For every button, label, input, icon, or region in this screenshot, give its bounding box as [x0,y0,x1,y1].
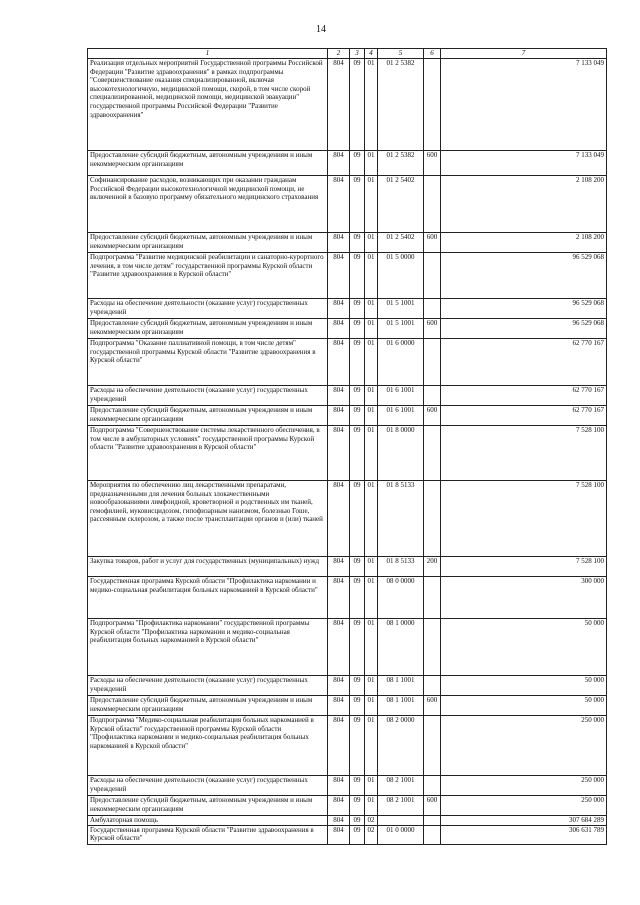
row-name: Предоставление субсидий бюджетным, автономным учреждениям и иным некоммерческим организациям [88,233,328,253]
row-subsection: 01 [365,557,378,577]
row-grbs: 804 [328,176,350,233]
row-grbs: 804 [328,796,350,816]
row-target-code: 08 1 1001 [378,676,424,696]
row-amount: 2 108 200 [441,176,607,233]
row-amount: 62 770 167 [441,406,607,426]
row-subsection: 01 [365,676,378,696]
row-expense-type [424,825,441,844]
header-cell: 5 [378,49,424,59]
row-subsection: 01 [365,696,378,716]
row-amount: 250 000 [441,796,607,816]
row-grbs: 804 [328,151,350,176]
row-grbs: 804 [328,253,350,299]
row-name: Предоставление субсидий бюджетным, автономным учреждениям и иным некоммерческим организациям [88,796,328,816]
page-number: 14 [316,24,326,35]
row-target-code: 08 1 0000 [378,619,424,676]
row-section: 09 [350,796,365,816]
row-grbs: 804 [328,716,350,776]
row-section: 09 [350,299,365,319]
row-amount: 50 000 [441,619,607,676]
row-grbs: 804 [328,825,350,844]
row-name: Расходы на обеспечение деятельности (оказание услуг) государственных учреждений [88,299,328,319]
row-subsection: 01 [365,299,378,319]
row-target-code: 08 0 0000 [378,577,424,619]
row-section: 09 [350,59,365,151]
row-name: Софинансирование расходов, возникающих при оказании гражданам Российской Федерации высокотехнологичной медицинской помощи, не включенной в базовую программу обязательного медицинского страхования [88,176,328,233]
row-name: Предоставление субсидий бюджетным, автономным учреждениям и иным некоммерческим организациям [88,319,328,339]
row-grbs: 804 [328,481,350,557]
row-amount: 250 000 [441,716,607,776]
table-row [88,716,607,776]
row-expense-type [424,426,441,481]
row-section: 09 [350,233,365,253]
row-section: 09 [350,151,365,176]
row-subsection: 01 [365,406,378,426]
row-expense-type: 200 [424,557,441,577]
row-section: 09 [350,816,365,826]
row-target-code: 01 2 5402 [378,176,424,233]
row-expense-type [424,716,441,776]
row-target-code: 01 6 0000 [378,339,424,386]
row-section: 09 [350,676,365,696]
table-row [88,825,607,844]
row-expense-type [424,776,441,796]
table-row [88,151,607,176]
row-subsection: 01 [365,481,378,557]
row-section: 09 [350,386,365,406]
row-amount: 306 631 789 [441,825,607,844]
table-row [88,481,607,557]
table-row [88,386,607,406]
table-row [88,406,607,426]
table-row [88,577,607,619]
row-grbs: 804 [328,319,350,339]
row-section: 09 [350,577,365,619]
row-expense-type [424,676,441,696]
row-section: 09 [350,176,365,233]
row-subsection: 01 [365,716,378,776]
row-target-code: 08 2 0000 [378,716,424,776]
row-name: Государственная программа Курской области "Профилактика наркомании и медико-социальная реабилитация больных наркоманией в Курской области" [88,577,328,619]
table-row [88,59,607,151]
table-row [88,619,607,676]
row-amount: 2 108 200 [441,233,607,253]
row-target-code: 01 5 0000 [378,253,424,299]
row-amount: 50 000 [441,676,607,696]
header-cell: 2 [328,49,350,59]
row-subsection: 02 [365,816,378,826]
table-row [88,176,607,233]
row-name: Подпрограмма "Медико-социальная реабилитация больных наркоманией в Курской области" государственной программы Курской области "Профилактика наркомании и медико-социальная реабилитация больных наркоманией в Курской области" [88,716,328,776]
row-amount: 96 529 068 [441,319,607,339]
row-target-code [378,816,424,826]
row-section: 09 [350,339,365,386]
row-section: 09 [350,557,365,577]
row-section: 09 [350,825,365,844]
header-cell: 7 [441,49,607,59]
row-name: Расходы на обеспечение деятельности (оказание услуг) государственных учреждений [88,386,328,406]
row-expense-type [424,619,441,676]
row-grbs: 804 [328,426,350,481]
row-section: 09 [350,776,365,796]
row-grbs: 804 [328,299,350,319]
row-subsection: 01 [365,176,378,233]
row-target-code: 01 5 1001 [378,319,424,339]
row-subsection: 01 [365,619,378,676]
table-body [88,59,607,845]
row-grbs: 804 [328,696,350,716]
table-row [88,557,607,577]
table-row [88,776,607,796]
table-row [88,319,607,339]
table-row [88,816,607,826]
row-subsection: 01 [365,339,378,386]
row-target-code: 01 2 5402 [378,233,424,253]
row-name: Закупка товаров, работ и услуг для государственных (муниципальных) нужд [88,557,328,577]
row-amount: 7 133 049 [441,59,607,151]
row-section: 09 [350,481,365,557]
table-row [88,339,607,386]
row-target-code: 01 8 0000 [378,426,424,481]
row-section: 09 [350,619,365,676]
row-expense-type [424,176,441,233]
row-amount: 96 529 068 [441,299,607,319]
row-name: Предоставление субсидий бюджетным, автономным учреждениям и иным некоммерческим организациям [88,696,328,716]
header-row [88,49,607,59]
row-subsection: 01 [365,151,378,176]
row-target-code: 01 8 5133 [378,557,424,577]
row-subsection: 01 [365,426,378,481]
row-target-code: 08 2 1001 [378,776,424,796]
row-expense-type: 600 [424,796,441,816]
table-row [88,233,607,253]
table-row [88,426,607,481]
header-cell: 1 [88,49,328,59]
table-row [88,299,607,319]
row-subsection: 01 [365,253,378,299]
row-subsection: 01 [365,319,378,339]
row-grbs: 804 [328,676,350,696]
row-amount: 7 528 100 [441,557,607,577]
row-amount: 7 528 100 [441,481,607,557]
row-expense-type [424,59,441,151]
row-expense-type [424,816,441,826]
row-section: 09 [350,319,365,339]
row-amount: 7 528 100 [441,426,607,481]
row-section: 09 [350,253,365,299]
row-subsection: 01 [365,233,378,253]
row-name: Государственная программа Курской области "Развитие здравоохранения в Курской области" [88,825,328,844]
row-amount: 62 770 167 [441,386,607,406]
row-grbs: 804 [328,233,350,253]
row-grbs: 804 [328,776,350,796]
row-target-code: 01 6 1001 [378,406,424,426]
row-name: Мероприятия по обеспечению лиц лекарственными препаратами, предназначенными для лечения больных злокачественными новообразованиями лимфоидной, кроветворной и родственных им тканей, гемофилией, муковисцидозом, гипофизарным нанизмом, болезнью Гоше, рассеянным склерозом, а также после трансплантации органов и (или) тканей [88,481,328,557]
row-name: Подпрограмма "Совершенствование системы лекарственного обеспечения, в том числе в амбулаторных условиях" государственной программы Курской области "Развитие здравоохранения в Курской области" [88,426,328,481]
row-subsection: 01 [365,796,378,816]
header-cell: 6 [424,49,441,59]
row-section: 09 [350,426,365,481]
row-expense-type: 600 [424,406,441,426]
row-amount: 62 770 167 [441,339,607,386]
row-name: Амбулаторная помощь [88,816,328,826]
row-target-code: 01 5 1001 [378,299,424,319]
row-subsection: 01 [365,577,378,619]
table-row [88,676,607,696]
row-amount: 7 133 049 [441,151,607,176]
row-name: Подпрограмма "Развитие медицинской реабилитации и санаторно-курортного лечения, в том числе детям" государственной программы Курской области "Развитие здравоохранения в Курской области" [88,253,328,299]
row-expense-type: 600 [424,151,441,176]
row-expense-type [424,481,441,557]
row-subsection: 01 [365,776,378,796]
row-expense-type [424,253,441,299]
row-grbs: 804 [328,59,350,151]
row-subsection: 01 [365,59,378,151]
row-name: Подпрограмма "Профилактика наркомании" государственной программы Курской области "Профилактика наркомании и медико-социальная реабилитация больных наркоманией в Курской области" [88,619,328,676]
row-subsection: 01 [365,386,378,406]
row-target-code: 08 1 1001 [378,696,424,716]
row-name: Предоставление субсидий бюджетным, автономным учреждениям и иным некоммерческим организациям [88,151,328,176]
row-grbs: 804 [328,339,350,386]
row-amount: 300 000 [441,577,607,619]
row-expense-type [424,339,441,386]
row-section: 09 [350,696,365,716]
row-grbs: 804 [328,557,350,577]
row-expense-type: 600 [424,696,441,716]
budget-table [87,48,607,845]
row-expense-type [424,299,441,319]
row-name: Предоставление субсидий бюджетным, автономным учреждениям и иным некоммерческим организациям [88,406,328,426]
table-row [88,696,607,716]
row-subsection: 02 [365,825,378,844]
row-target-code: 01 2 5382 [378,151,424,176]
row-grbs: 804 [328,577,350,619]
row-target-code: 01 8 5133 [378,481,424,557]
row-name: Расходы на обеспечение деятельности (оказание услуг) государственных учреждений [88,676,328,696]
row-name: Расходы на обеспечение деятельности (оказание услуг) государственных учреждений [88,776,328,796]
row-target-code: 01 0 0000 [378,825,424,844]
row-section: 09 [350,716,365,776]
row-grbs: 804 [328,406,350,426]
row-name: Подпрограмма "Оказание паллиативной помощи, в том числе детям" государственной программы Курской области "Развитие здравоохранения в Курской области" [88,339,328,386]
row-amount: 307 684 289 [441,816,607,826]
row-section: 09 [350,406,365,426]
row-amount: 50 000 [441,696,607,716]
row-grbs: 804 [328,619,350,676]
row-target-code: 01 6 1001 [378,386,424,406]
row-name: Реализация отдельных мероприятий Государственной программы Российской Федерации "Развитие здравоохранения" в рамках подпрограммы "Совершенствование оказания специализированной, включая высокотехнологичную, медицинской помощи, скорой, в том числе скорой специализированной, медицинской помощи, медицинской эвакуации" государственной программы Российской Федерации "Развитие здравоохранения" [88,59,328,151]
header-cell: 3 [350,49,365,59]
row-target-code: 08 2 1001 [378,796,424,816]
row-grbs: 804 [328,816,350,826]
row-expense-type [424,577,441,619]
row-expense-type: 600 [424,319,441,339]
header-cell: 4 [365,49,378,59]
row-amount: 96 529 068 [441,253,607,299]
row-amount: 250 000 [441,776,607,796]
row-expense-type: 600 [424,233,441,253]
table-row [88,253,607,299]
row-expense-type [424,386,441,406]
row-grbs: 804 [328,386,350,406]
table-row [88,796,607,816]
row-target-code: 01 2 5382 [378,59,424,151]
